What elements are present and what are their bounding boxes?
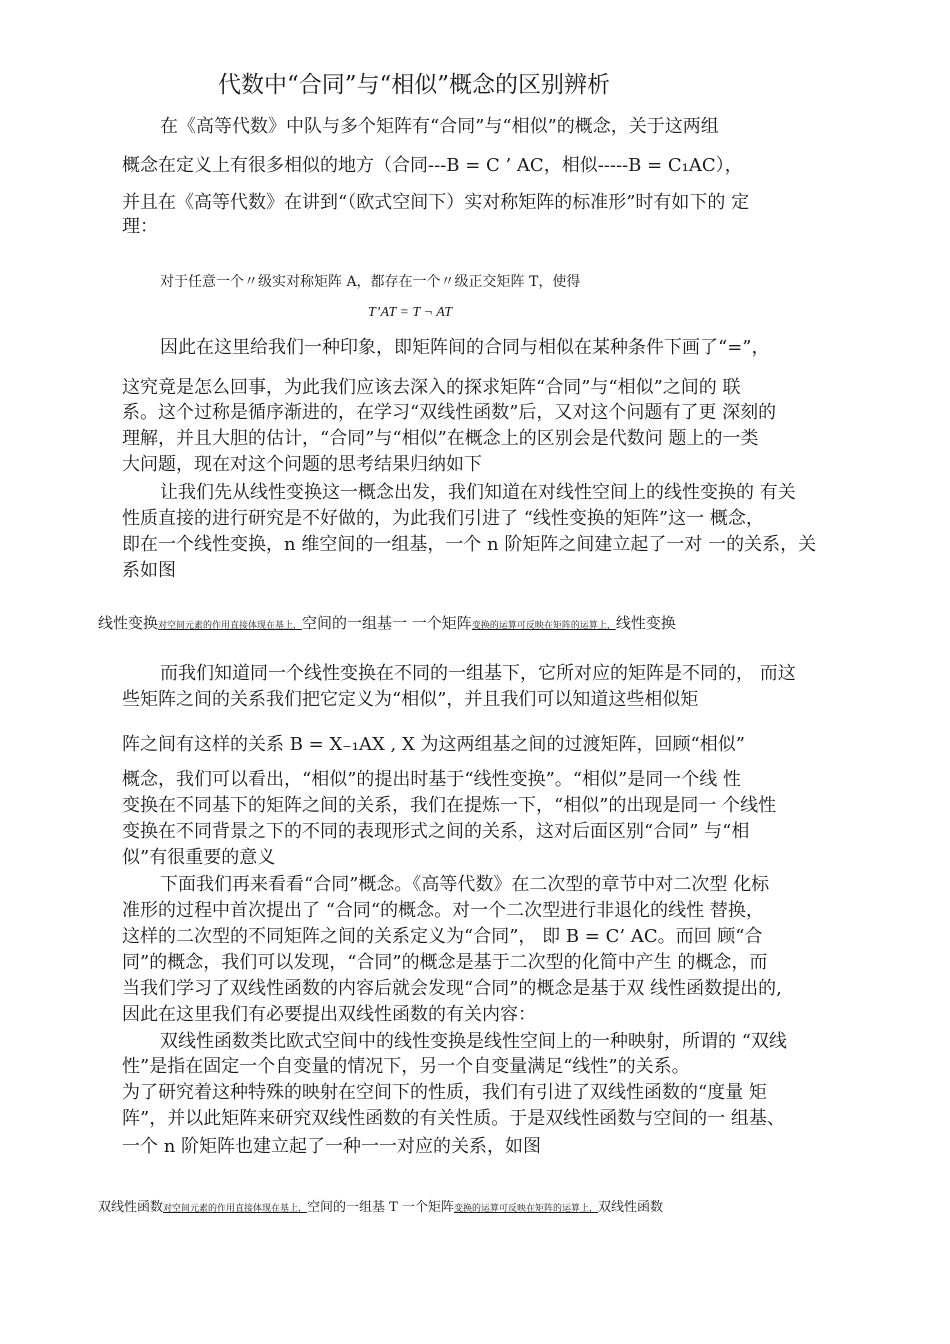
paragraph-4-line-3: 阵之间有这样的关系 B = X₋₁AX , X 为这两组基之间的过渡矩阵，回顾“相似”	[122, 734, 745, 755]
paragraph-2-line-1: 因此在这里给我们一种印象，即矩阵间的合同与相似在某种条件下画了“=”，	[160, 337, 770, 358]
page-title: 代数中“合同”与“相似”概念的区别辨析	[218, 72, 611, 98]
paragraph-6-line-1: 双线性函数类比欧式空间中的线性变换是线性空间上的一种映射，所谓的 “双线	[160, 1031, 787, 1052]
diagram1-label-a: 线性变换	[98, 614, 159, 632]
paragraph-6-line-5: 一个 n 阶矩阵也建立起了一种一一对应的关系，如图	[122, 1136, 542, 1157]
paragraph-1-line-2: 概念在定义上有很多相似的地方（合同---B = C ’ AC，相似-----B = C₁AC），	[122, 155, 743, 176]
diagram1-label-b: 空间的一组基一 一个矩阵	[302, 614, 472, 632]
diagram1-label-c: 线性变换	[615, 614, 676, 632]
paragraph-1-line-3: 并且在《高等代数》在讲到“（欧式空间下）实对称矩阵的标准形”时有如下的 定	[122, 192, 750, 213]
theorem-statement: 对于任意一个〃级实对称矩阵 A，都存在一个〃级正交矩阵 T，使得	[160, 274, 581, 290]
paragraph-5-line-4: 同”的概念，我们可以发现，“合同”的概念是基于二次型的化简中产生 的概念，而	[122, 952, 768, 973]
paragraph-5-line-3: 这样的二次型的不同矩阵之间的关系定义为“合同”， 即 B = C’ AC。而回 顾“合	[122, 926, 763, 947]
paragraph-4-line-2: 些矩阵之间的关系我们把它定义为“相似”，并且我们可以知道这些相似矩	[122, 689, 699, 710]
diagram1-note-1: 对空间元素的作用直接体现在基上，	[158, 621, 303, 631]
paragraph-2-line-5: 大问题，现在对这个问题的思考结果归纳如下	[122, 454, 482, 475]
paragraph-3-line-4: 系如图	[122, 560, 176, 581]
diagram2-label-a: 双线性函数	[98, 1200, 164, 1215]
paragraph-4-line-4: 概念，我们可以看出，“相似”的提出时基于“线性变换”。“相似”是同一个线 性	[122, 769, 741, 790]
paragraph-5-line-6: 因此在这里我们有必要提出双线性函数的有关内容：	[122, 1004, 536, 1025]
paragraph-3-line-1: 让我们先从线性变换这一概念出发，我们知道在对线性空间上的线性变换的 有关	[160, 482, 796, 503]
paragraph-4-line-6: 变换在不同背景之下的不同的表现形式之间的关系，这对后面区别“合同” 与“相	[122, 821, 750, 842]
paragraph-2-line-3: 系。这个过称是循序渐进的，在学习“双线性函数”后，又对这个问题有了更 深刻的	[122, 402, 777, 423]
paragraph-4-line-1: 而我们知道同一个线性变换在不同的一组基下，它所对应的矩阵是不同的， 而这	[160, 663, 796, 684]
diagram1-note-2: 变换的运算可反映在矩阵的运算上，	[471, 621, 616, 631]
paragraph-2-line-2: 这究竟是怎么回事，为此我们应该去深入的探求矩阵“合同”与“相似”之间的 联	[122, 377, 741, 398]
diagram2-label-c: 双线性函数	[597, 1200, 663, 1215]
diagram-linear-transformation	[98, 612, 676, 637]
paragraph-6-line-4: 阵”，并以此矩阵来研究双线性函数的有关性质。于是双线性函数与空间的一 组基、	[122, 1108, 785, 1129]
paragraph-4-line-5: 变换在不同基下的矩阵之间的关系，我们在提炼一下，“相似”的出现是同一 个线性	[122, 795, 777, 816]
paragraph-1-line-1: 在《高等代数》中队与多个矩阵有“合同”与“相似”的概念，关于这两组	[160, 116, 719, 137]
diagram-bilinear-function	[98, 1195, 663, 1220]
paragraph-5-line-2: 准形的过程中首次提出了 “合同“的概念。对一个二次型进行非退化的线性 替换，	[122, 900, 764, 921]
paragraph-4-line-7: 似”有很重要的意义	[122, 847, 276, 868]
diagram2-label-b: 空间的一组基 T 一个矩阵	[307, 1200, 454, 1215]
diagram2-note-1: 对空间元素的作用直接体现在基上，	[163, 1204, 308, 1214]
paragraph-6-line-3: 为了研究着这种特殊的映射在空间下的性质，我们有引进了双线性函数的“度量 矩	[122, 1082, 767, 1103]
paragraph-6-line-2: 性”是指在固定一个自变量的情况下，另一个自变量满足“线性”的关系。	[122, 1056, 690, 1077]
paragraph-5-line-5: 当我们学习了双线性函数的内容后就会发现“合同”的概念是基于双 线性函数提出的,	[122, 978, 782, 999]
paragraph-3-line-3: 即在一个线性变换，n 维空间的一组基，一个 n 阶矩阵之间建立起了一对 一的关系，关	[122, 534, 817, 555]
paragraph-2-line-4: 理解，并且大胆的估计，“合同”与“相似”在概念上的区别会是代数问 题上的一类	[122, 428, 759, 449]
theorem-formula: T’AT = T ¬ AT	[368, 305, 453, 320]
paragraph-1-line-4: 理：	[122, 216, 158, 237]
paragraph-5-line-1: 下面我们再来看看“合同”概念。《高等代数》在二次型的章节中对二次型 化标	[160, 874, 770, 895]
diagram2-note-2: 变换的运算可反映在矩阵的运算上，	[453, 1204, 598, 1214]
paragraph-3-line-2: 性质直接的进行研究是不好做的，为此我们引进了 “线性变换的矩阵”这一 概念，	[122, 508, 764, 529]
